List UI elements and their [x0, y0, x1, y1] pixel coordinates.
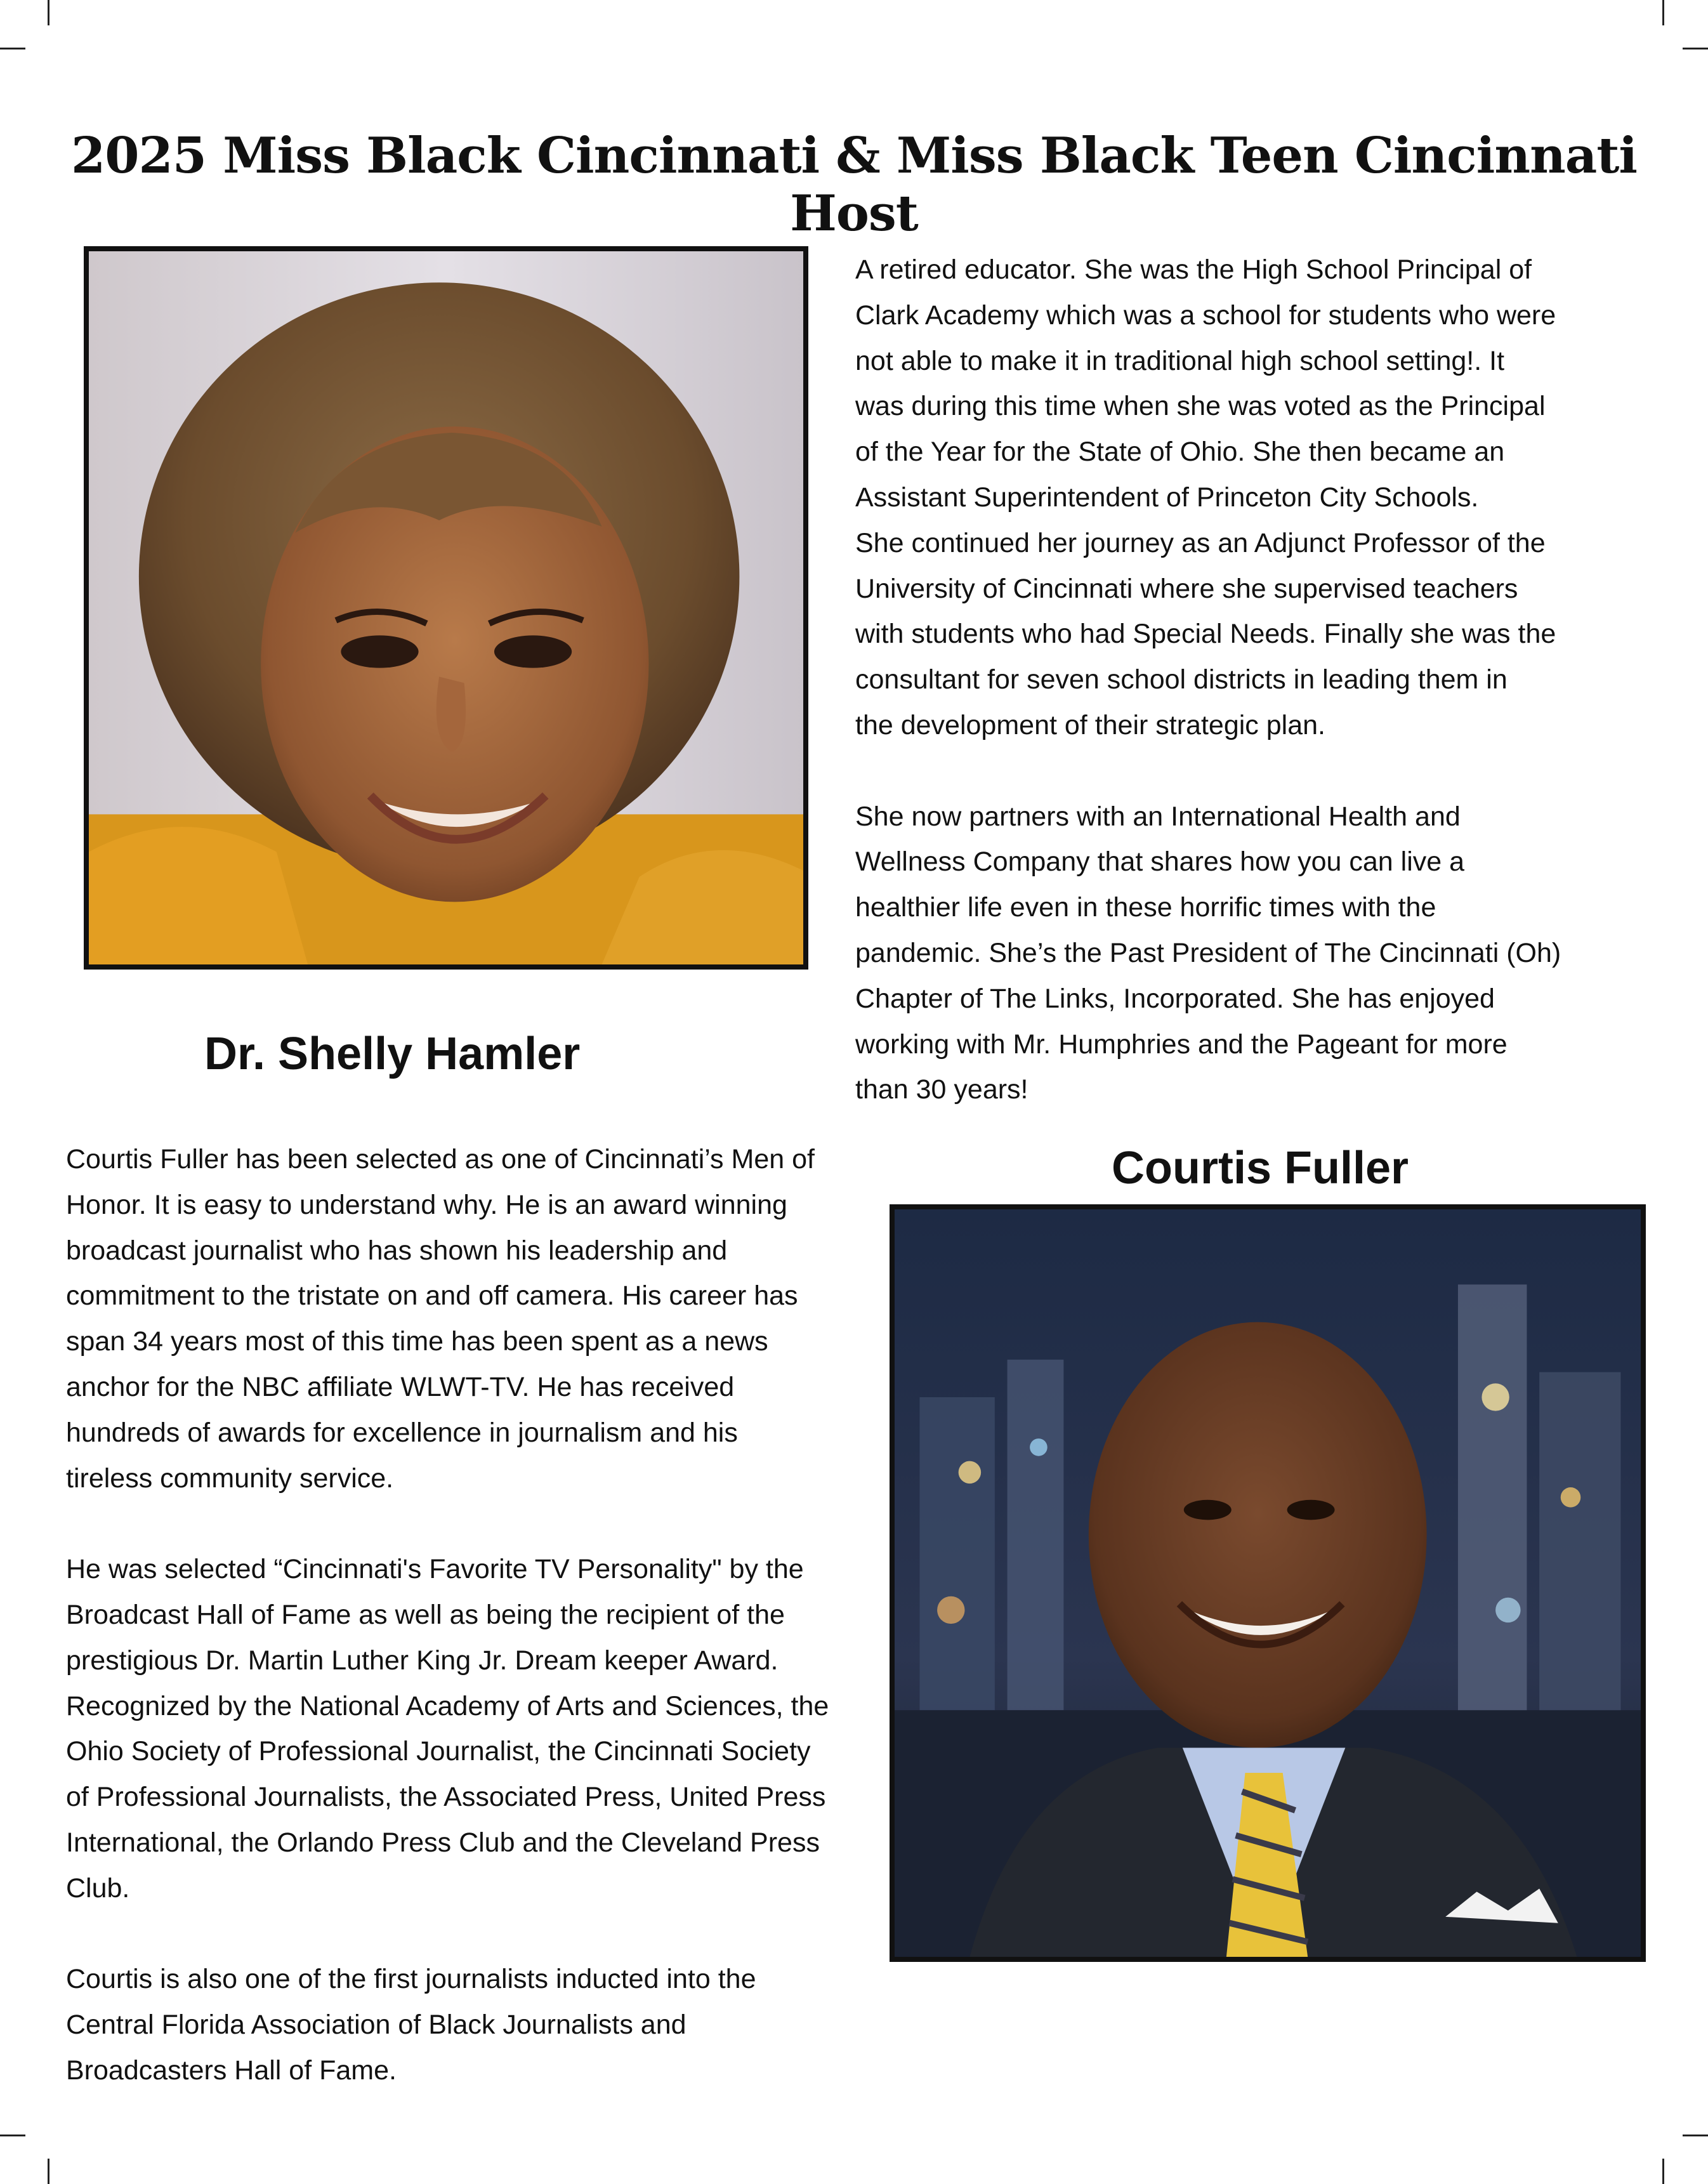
bio-line: Clark Academy which was a school for students who were: [855, 299, 1556, 331]
crop-mark-top-left-v: [48, 0, 49, 25]
crop-mark-top-right-v: [1662, 0, 1664, 25]
shelly-hamler-photo: [84, 246, 808, 970]
bio-line: commitment to the tristate on and off camera. His career has: [66, 1280, 798, 1312]
bio-line: consultant for seven school districts in leading them in: [855, 664, 1508, 695]
bio-line: Honor. It is easy to understand why. He is an award winning: [66, 1189, 787, 1220]
bio-line: She now partners with an International Health and: [855, 801, 1461, 832]
bio-line: She continued her journey as an Adjunct Professor of the: [855, 527, 1546, 558]
bio-line: [66, 1501, 829, 1547]
bio-line: the development of their strategic plan.: [855, 709, 1325, 740]
bio-line: Recognized by the National Academy of Arts and Sciences, the: [66, 1690, 829, 1721]
crop-mark-top-right-h: [1683, 48, 1708, 49]
bio-line: hundreds of awards for excellence in journalism and his: [66, 1417, 738, 1448]
crop-mark-bottom-left-v: [48, 2159, 49, 2184]
bio-line: broadcast journalist who has shown his leadership and: [66, 1235, 728, 1266]
bio-line: tireless community service.: [66, 1463, 394, 1494]
bio-line: Broadcasters Hall of Fame.: [66, 2055, 397, 2086]
bio-line: [855, 749, 1561, 794]
bio-line: He was selected “Cincinnati's Favorite TV Personality" by the: [66, 1554, 804, 1585]
crop-mark-bottom-left-h: [0, 2135, 25, 2136]
bio-line: [66, 1912, 829, 1957]
courtis-fuller-bio: [66, 1137, 829, 2094]
bio-line: A retired educator. She was the High School Principal of: [855, 254, 1532, 285]
portrait-photo-icon: [89, 251, 803, 964]
crop-mark-bottom-right-h: [1683, 2135, 1708, 2136]
bio-line: Ohio Society of Professional Journalist, the Cincinnati Society: [66, 1736, 811, 1767]
shelly-hamler-bio: [855, 247, 1561, 1113]
shelly-hamler-name: Dr. Shelly Hamler: [204, 1029, 581, 1079]
bio-line: International, the Orlando Press Club and the Cleveland Press: [66, 1827, 820, 1858]
bio-line: prestigious Dr. Martin Luther King Jr. Dream keeper Award.: [66, 1645, 778, 1676]
bio-line: of Professional Journalists, the Associated Press, United Press: [66, 1782, 826, 1813]
bio-line: span 34 years most of this time has been spent as a news: [66, 1326, 768, 1357]
bio-line: Wellness Company that shares how you can live a: [855, 846, 1465, 878]
bio-line: Club.: [66, 1872, 130, 1904]
bio-line: than 30 years!: [855, 1074, 1028, 1105]
bio-line: healthier life even in these horrific times with the: [855, 892, 1436, 923]
page-title: 2025 Miss Black Cincinnati & Miss Black Teen Cincinnati Host: [70, 127, 1637, 242]
bio-line: Central Florida Association of Black Journalists and: [66, 2010, 686, 2041]
crop-mark-bottom-right-v: [1662, 2159, 1664, 2184]
bio-line: anchor for the NBC affiliate WLWT-TV. He has received: [66, 1371, 735, 1402]
courtis-fuller-photo: [890, 1204, 1646, 1962]
bio-line: Assistant Superintendent of Princeton City Schools.: [855, 482, 1479, 513]
bio-line: pandemic. She’s the Past President of The Cincinnati (Oh): [855, 937, 1561, 968]
bio-line: working with Mr. Humphries and the Pageant for more: [855, 1029, 1508, 1060]
courtis-fuller-name: Courtis Fuller: [1112, 1143, 1409, 1194]
bio-line: Broadcast Hall of Fame as well as being the recipient of the: [66, 1599, 785, 1630]
bio-line: Courtis Fuller has been selected as one of Cincinnati’s Men of: [66, 1144, 815, 1174]
bio-line: not able to make it in traditional high school setting!. It: [855, 345, 1505, 376]
crop-mark-top-left-h: [0, 48, 25, 49]
bio-line: was during this time when she was voted as the Principal: [855, 391, 1546, 422]
bio-line: Chapter of The Links, Incorporated. She has enjoyed: [855, 983, 1495, 1014]
portrait-photo-icon: [895, 1209, 1641, 1957]
bio-line: Courtis is also one of the first journalists inducted into the: [66, 1964, 756, 1995]
bio-line: with students who had Special Needs. Finally she was the: [855, 619, 1556, 650]
bio-line: of the Year for the State of Ohio. She then became an: [855, 437, 1505, 468]
bio-line: University of Cincinnati where she supervised teachers: [855, 573, 1518, 604]
